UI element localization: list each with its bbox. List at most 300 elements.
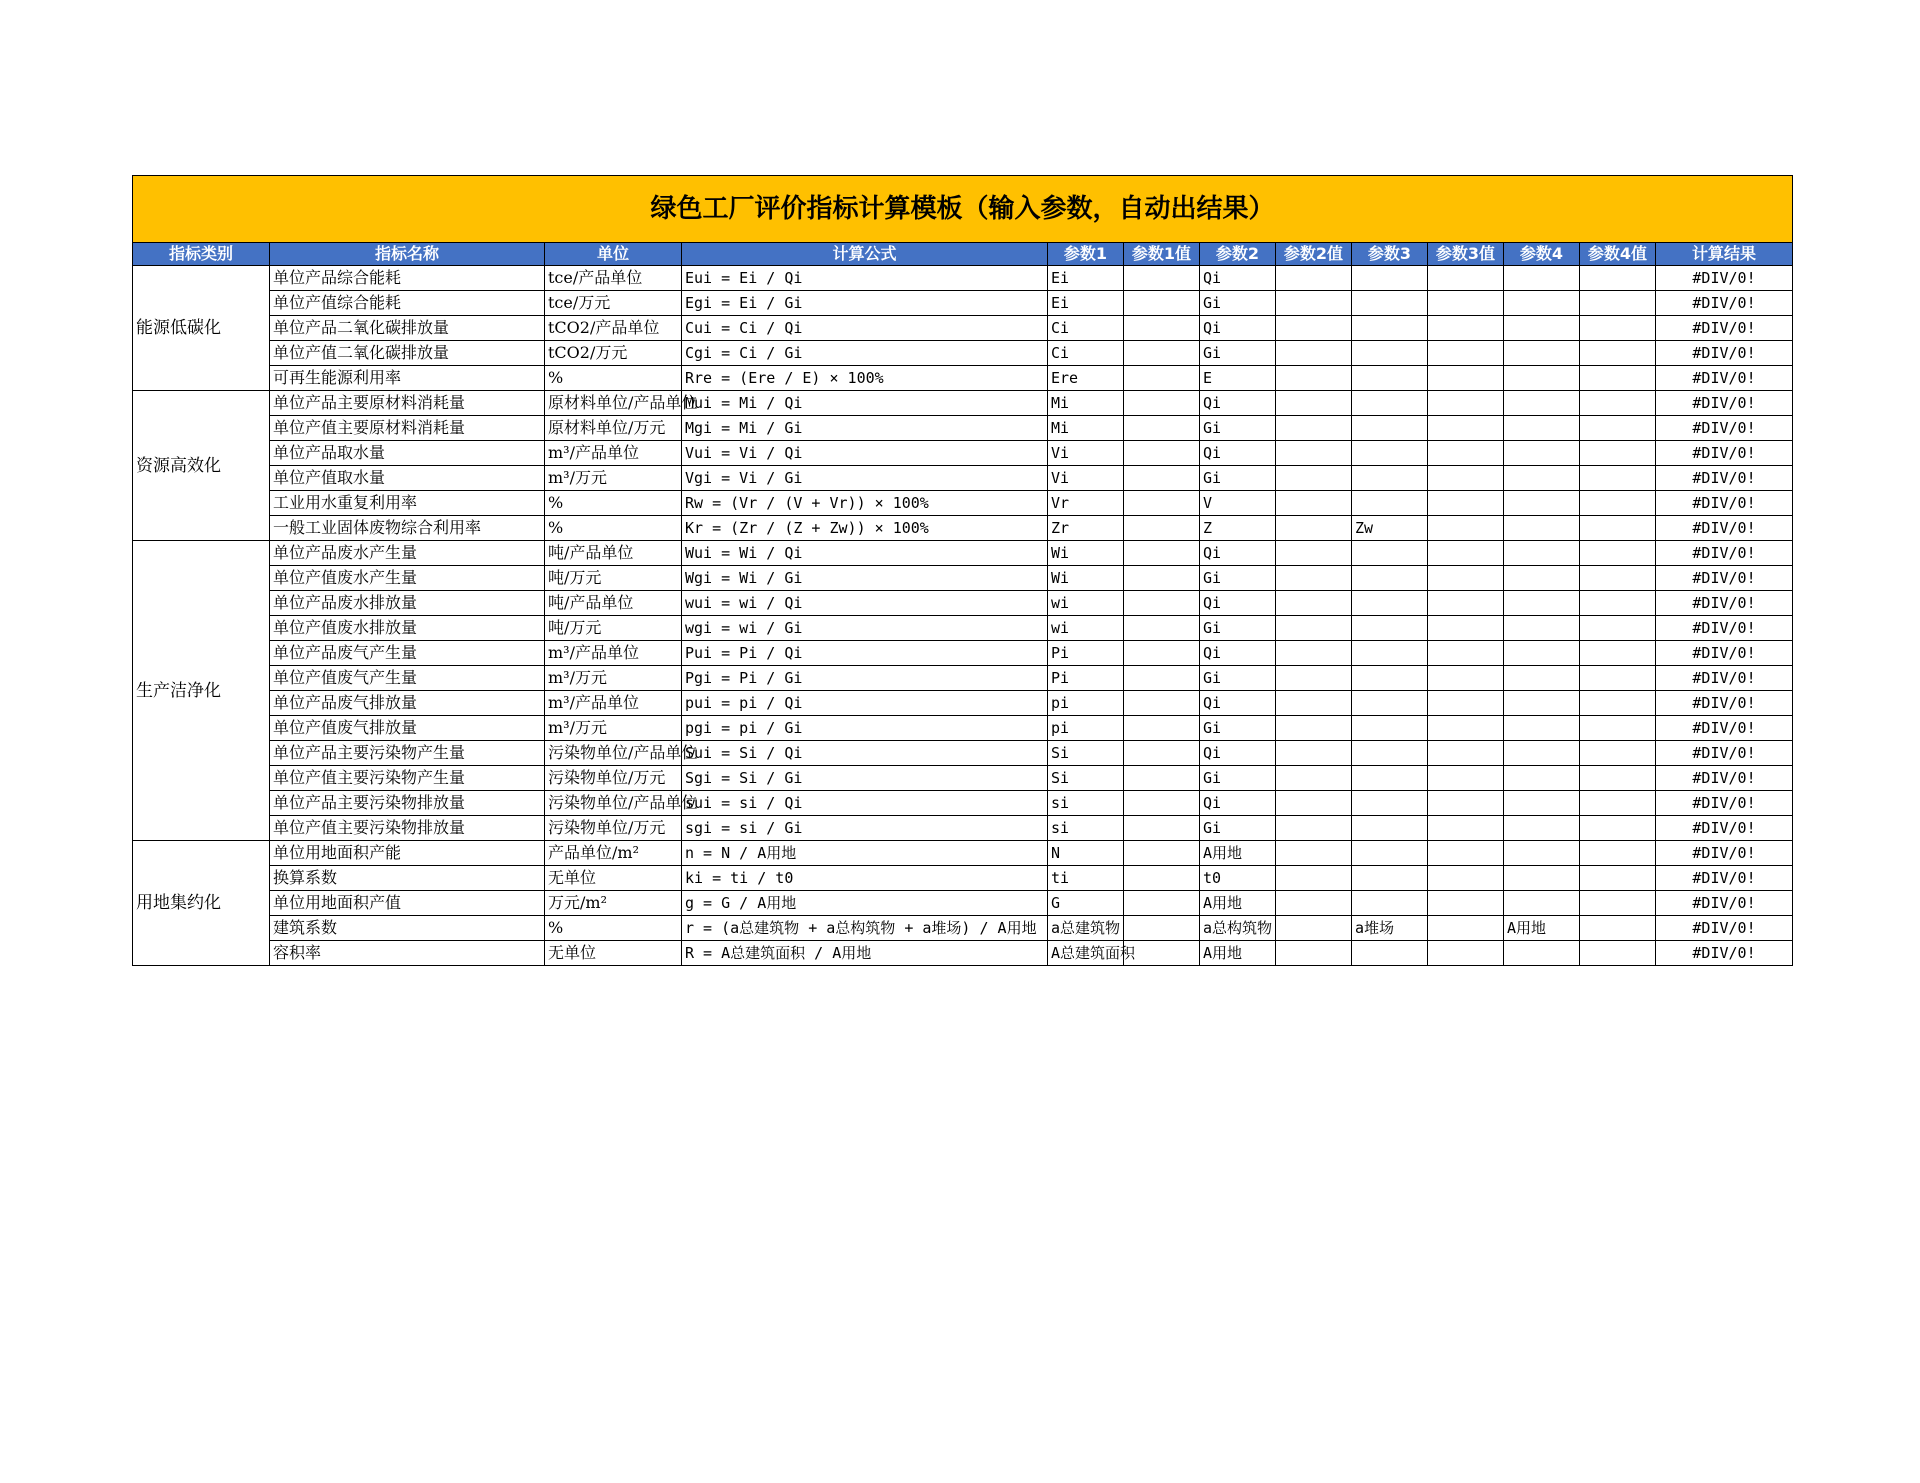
param2-cell[interactable]: Qi bbox=[1200, 541, 1276, 566]
param4-value-cell[interactable] bbox=[1580, 491, 1656, 516]
param2-value-cell[interactable] bbox=[1276, 666, 1352, 691]
formula-cell[interactable]: Kr = (Zr / (Z + Zw)) × 100% bbox=[682, 516, 1048, 541]
param3-cell[interactable] bbox=[1352, 941, 1428, 966]
unit-cell[interactable]: m³/产品单位 bbox=[545, 691, 682, 716]
param2-cell[interactable]: Qi bbox=[1200, 591, 1276, 616]
result-cell[interactable]: #DIV/0! bbox=[1656, 341, 1793, 366]
param4-cell[interactable] bbox=[1504, 791, 1580, 816]
formula-cell[interactable]: g = G / A用地 bbox=[682, 891, 1048, 916]
param2-value-cell[interactable] bbox=[1276, 791, 1352, 816]
param4-cell[interactable] bbox=[1504, 841, 1580, 866]
formula-cell[interactable]: sui = si / Qi bbox=[682, 791, 1048, 816]
result-cell[interactable]: #DIV/0! bbox=[1656, 716, 1793, 741]
param3-value-cell[interactable] bbox=[1428, 841, 1504, 866]
param4-cell[interactable] bbox=[1504, 691, 1580, 716]
param2-cell[interactable]: Gi bbox=[1200, 416, 1276, 441]
param2-value-cell[interactable] bbox=[1276, 691, 1352, 716]
param2-cell[interactable]: A用地 bbox=[1200, 891, 1276, 916]
param4-cell[interactable] bbox=[1504, 816, 1580, 841]
param3-value-cell[interactable] bbox=[1428, 691, 1504, 716]
param2-cell[interactable]: a总构筑物 bbox=[1200, 916, 1276, 941]
header-param4-value[interactable]: 参数4值 bbox=[1580, 243, 1656, 266]
param3-value-cell[interactable] bbox=[1428, 666, 1504, 691]
param1-cell[interactable]: Wi bbox=[1048, 566, 1124, 591]
result-cell[interactable]: #DIV/0! bbox=[1656, 766, 1793, 791]
param3-cell[interactable] bbox=[1352, 391, 1428, 416]
param1-value-cell[interactable] bbox=[1124, 741, 1200, 766]
unit-cell[interactable]: tCO2/万元 bbox=[545, 341, 682, 366]
param2-value-cell[interactable] bbox=[1276, 291, 1352, 316]
param3-value-cell[interactable] bbox=[1428, 616, 1504, 641]
indicator-name-cell[interactable]: 换算系数 bbox=[270, 866, 545, 891]
param2-value-cell[interactable] bbox=[1276, 716, 1352, 741]
param2-cell[interactable]: Qi bbox=[1200, 266, 1276, 291]
param3-cell[interactable] bbox=[1352, 841, 1428, 866]
formula-cell[interactable]: pgi = pi / Gi bbox=[682, 716, 1048, 741]
param1-value-cell[interactable] bbox=[1124, 616, 1200, 641]
param4-cell[interactable] bbox=[1504, 441, 1580, 466]
unit-cell[interactable]: % bbox=[545, 916, 682, 941]
param1-value-cell[interactable] bbox=[1124, 466, 1200, 491]
param4-value-cell[interactable] bbox=[1580, 391, 1656, 416]
result-cell[interactable]: #DIV/0! bbox=[1656, 916, 1793, 941]
param1-value-cell[interactable] bbox=[1124, 791, 1200, 816]
param3-value-cell[interactable] bbox=[1428, 941, 1504, 966]
param1-cell[interactable]: a总建筑物 bbox=[1048, 916, 1124, 941]
indicator-name-cell[interactable]: 单位产值废气排放量 bbox=[270, 716, 545, 741]
param1-cell[interactable]: Vi bbox=[1048, 466, 1124, 491]
param2-cell[interactable]: Qi bbox=[1200, 791, 1276, 816]
header-category[interactable]: 指标类别 bbox=[133, 243, 270, 266]
header-name[interactable]: 指标名称 bbox=[270, 243, 545, 266]
unit-cell[interactable]: 污染物单位/产品单位 bbox=[545, 741, 682, 766]
param3-value-cell[interactable] bbox=[1428, 341, 1504, 366]
indicator-name-cell[interactable]: 单位产值废水排放量 bbox=[270, 616, 545, 641]
header-param4[interactable]: 参数4 bbox=[1504, 243, 1580, 266]
param3-cell[interactable] bbox=[1352, 366, 1428, 391]
param3-cell[interactable] bbox=[1352, 766, 1428, 791]
param3-cell[interactable] bbox=[1352, 441, 1428, 466]
param4-value-cell[interactable] bbox=[1580, 591, 1656, 616]
result-cell[interactable]: #DIV/0! bbox=[1656, 866, 1793, 891]
param2-cell[interactable]: Gi bbox=[1200, 341, 1276, 366]
param1-cell[interactable]: Mi bbox=[1048, 391, 1124, 416]
param2-value-cell[interactable] bbox=[1276, 866, 1352, 891]
header-result[interactable]: 计算结果 bbox=[1656, 243, 1793, 266]
param2-value-cell[interactable] bbox=[1276, 841, 1352, 866]
param4-value-cell[interactable] bbox=[1580, 366, 1656, 391]
param3-value-cell[interactable] bbox=[1428, 716, 1504, 741]
param3-value-cell[interactable] bbox=[1428, 516, 1504, 541]
unit-cell[interactable]: 吨/万元 bbox=[545, 616, 682, 641]
indicator-name-cell[interactable]: 单位用地面积产值 bbox=[270, 891, 545, 916]
indicator-name-cell[interactable]: 单位产品废气产生量 bbox=[270, 641, 545, 666]
formula-cell[interactable]: wgi = wi / Gi bbox=[682, 616, 1048, 641]
param1-value-cell[interactable] bbox=[1124, 566, 1200, 591]
param1-value-cell[interactable] bbox=[1124, 641, 1200, 666]
param4-value-cell[interactable] bbox=[1580, 691, 1656, 716]
param2-value-cell[interactable] bbox=[1276, 466, 1352, 491]
param4-cell[interactable] bbox=[1504, 566, 1580, 591]
param4-cell[interactable] bbox=[1504, 741, 1580, 766]
unit-cell[interactable]: 污染物单位/产品单位 bbox=[545, 791, 682, 816]
param2-value-cell[interactable] bbox=[1276, 341, 1352, 366]
unit-cell[interactable]: 无单位 bbox=[545, 941, 682, 966]
param3-value-cell[interactable] bbox=[1428, 541, 1504, 566]
formula-cell[interactable]: Sui = Si / Qi bbox=[682, 741, 1048, 766]
param4-cell[interactable] bbox=[1504, 891, 1580, 916]
param4-value-cell[interactable] bbox=[1580, 866, 1656, 891]
param1-cell[interactable]: Ere bbox=[1048, 366, 1124, 391]
unit-cell[interactable]: % bbox=[545, 366, 682, 391]
formula-cell[interactable]: Mgi = Mi / Gi bbox=[682, 416, 1048, 441]
param2-cell[interactable]: Z bbox=[1200, 516, 1276, 541]
indicator-name-cell[interactable]: 单位产值综合能耗 bbox=[270, 291, 545, 316]
unit-cell[interactable]: 原材料单位/万元 bbox=[545, 416, 682, 441]
header-param1-value[interactable]: 参数1值 bbox=[1124, 243, 1200, 266]
param4-value-cell[interactable] bbox=[1580, 541, 1656, 566]
category-cell[interactable]: 能源低碳化 bbox=[133, 266, 270, 391]
param4-cell[interactable] bbox=[1504, 766, 1580, 791]
param3-cell[interactable] bbox=[1352, 791, 1428, 816]
param3-value-cell[interactable] bbox=[1428, 441, 1504, 466]
param3-cell[interactable] bbox=[1352, 716, 1428, 741]
param3-value-cell[interactable] bbox=[1428, 916, 1504, 941]
param1-value-cell[interactable] bbox=[1124, 266, 1200, 291]
indicator-name-cell[interactable]: 单位产值主要原材料消耗量 bbox=[270, 416, 545, 441]
formula-cell[interactable]: Pui = Pi / Qi bbox=[682, 641, 1048, 666]
param2-value-cell[interactable] bbox=[1276, 816, 1352, 841]
param4-cell[interactable] bbox=[1504, 641, 1580, 666]
indicator-name-cell[interactable]: 单位产值废气产生量 bbox=[270, 666, 545, 691]
param3-value-cell[interactable] bbox=[1428, 416, 1504, 441]
formula-cell[interactable]: Wui = Wi / Qi bbox=[682, 541, 1048, 566]
unit-cell[interactable]: tce/万元 bbox=[545, 291, 682, 316]
unit-cell[interactable]: 无单位 bbox=[545, 866, 682, 891]
param1-value-cell[interactable] bbox=[1124, 666, 1200, 691]
param2-cell[interactable]: Qi bbox=[1200, 691, 1276, 716]
param1-cell[interactable]: Mi bbox=[1048, 416, 1124, 441]
param4-value-cell[interactable] bbox=[1580, 516, 1656, 541]
formula-cell[interactable]: Eui = Ei / Qi bbox=[682, 266, 1048, 291]
param2-cell[interactable]: E bbox=[1200, 366, 1276, 391]
formula-cell[interactable]: wui = wi / Qi bbox=[682, 591, 1048, 616]
param1-cell[interactable]: A总建筑面积 bbox=[1048, 941, 1124, 966]
unit-cell[interactable]: 万元/m² bbox=[545, 891, 682, 916]
unit-cell[interactable]: 污染物单位/万元 bbox=[545, 816, 682, 841]
indicator-name-cell[interactable]: 单位产品废水产生量 bbox=[270, 541, 545, 566]
result-cell[interactable]: #DIV/0! bbox=[1656, 366, 1793, 391]
param1-value-cell[interactable] bbox=[1124, 541, 1200, 566]
param3-cell[interactable] bbox=[1352, 616, 1428, 641]
param3-cell[interactable]: Zw bbox=[1352, 516, 1428, 541]
param3-value-cell[interactable] bbox=[1428, 741, 1504, 766]
param1-cell[interactable]: si bbox=[1048, 816, 1124, 841]
param2-cell[interactable]: A用地 bbox=[1200, 841, 1276, 866]
result-cell[interactable]: #DIV/0! bbox=[1656, 316, 1793, 341]
param3-value-cell[interactable] bbox=[1428, 566, 1504, 591]
param2-value-cell[interactable] bbox=[1276, 741, 1352, 766]
indicator-name-cell[interactable]: 单位产值废水产生量 bbox=[270, 566, 545, 591]
indicator-name-cell[interactable]: 可再生能源利用率 bbox=[270, 366, 545, 391]
param4-cell[interactable] bbox=[1504, 266, 1580, 291]
param4-value-cell[interactable] bbox=[1580, 316, 1656, 341]
param3-cell[interactable] bbox=[1352, 416, 1428, 441]
param3-cell[interactable] bbox=[1352, 541, 1428, 566]
param1-cell[interactable]: Pi bbox=[1048, 641, 1124, 666]
param2-cell[interactable]: Gi bbox=[1200, 666, 1276, 691]
param1-value-cell[interactable] bbox=[1124, 891, 1200, 916]
result-cell[interactable]: #DIV/0! bbox=[1656, 841, 1793, 866]
formula-cell[interactable]: Vgi = Vi / Gi bbox=[682, 466, 1048, 491]
param2-cell[interactable]: Qi bbox=[1200, 741, 1276, 766]
param2-value-cell[interactable] bbox=[1276, 441, 1352, 466]
result-cell[interactable]: #DIV/0! bbox=[1656, 391, 1793, 416]
formula-cell[interactable]: pui = pi / Qi bbox=[682, 691, 1048, 716]
param1-value-cell[interactable] bbox=[1124, 766, 1200, 791]
param2-cell[interactable]: Gi bbox=[1200, 291, 1276, 316]
indicator-name-cell[interactable]: 单位产品主要原材料消耗量 bbox=[270, 391, 545, 416]
param2-value-cell[interactable] bbox=[1276, 416, 1352, 441]
result-cell[interactable]: #DIV/0! bbox=[1656, 666, 1793, 691]
param4-value-cell[interactable] bbox=[1580, 641, 1656, 666]
formula-cell[interactable]: Cui = Ci / Qi bbox=[682, 316, 1048, 341]
param1-cell[interactable]: wi bbox=[1048, 616, 1124, 641]
param1-value-cell[interactable] bbox=[1124, 491, 1200, 516]
param4-value-cell[interactable] bbox=[1580, 291, 1656, 316]
category-cell[interactable]: 生产洁净化 bbox=[133, 541, 270, 841]
unit-cell[interactable]: 污染物单位/万元 bbox=[545, 766, 682, 791]
indicator-name-cell[interactable]: 单位产值主要污染物产生量 bbox=[270, 766, 545, 791]
indicator-name-cell[interactable]: 单位产值取水量 bbox=[270, 466, 545, 491]
header-param2-value[interactable]: 参数2值 bbox=[1276, 243, 1352, 266]
indicator-name-cell[interactable]: 工业用水重复利用率 bbox=[270, 491, 545, 516]
param2-cell[interactable]: Qi bbox=[1200, 641, 1276, 666]
param2-value-cell[interactable] bbox=[1276, 566, 1352, 591]
param4-value-cell[interactable] bbox=[1580, 266, 1656, 291]
indicator-name-cell[interactable]: 单位产品取水量 bbox=[270, 441, 545, 466]
indicator-name-cell[interactable]: 单位产值主要污染物排放量 bbox=[270, 816, 545, 841]
category-cell[interactable]: 用地集约化 bbox=[133, 841, 270, 966]
param1-value-cell[interactable] bbox=[1124, 316, 1200, 341]
param3-cell[interactable] bbox=[1352, 341, 1428, 366]
param4-cell[interactable] bbox=[1504, 366, 1580, 391]
param3-cell[interactable] bbox=[1352, 491, 1428, 516]
param4-value-cell[interactable] bbox=[1580, 716, 1656, 741]
param1-cell[interactable]: Pi bbox=[1048, 666, 1124, 691]
param3-cell[interactable] bbox=[1352, 816, 1428, 841]
param4-cell[interactable] bbox=[1504, 416, 1580, 441]
indicator-name-cell[interactable]: 单位产品废气排放量 bbox=[270, 691, 545, 716]
result-cell[interactable]: #DIV/0! bbox=[1656, 291, 1793, 316]
param2-cell[interactable]: A用地 bbox=[1200, 941, 1276, 966]
param1-cell[interactable]: G bbox=[1048, 891, 1124, 916]
param1-value-cell[interactable] bbox=[1124, 816, 1200, 841]
param1-cell[interactable]: Ei bbox=[1048, 291, 1124, 316]
param1-value-cell[interactable] bbox=[1124, 716, 1200, 741]
param1-cell[interactable]: pi bbox=[1048, 716, 1124, 741]
param4-value-cell[interactable] bbox=[1580, 466, 1656, 491]
header-param3-value[interactable]: 参数3值 bbox=[1428, 243, 1504, 266]
param3-value-cell[interactable] bbox=[1428, 791, 1504, 816]
param3-value-cell[interactable] bbox=[1428, 641, 1504, 666]
param2-value-cell[interactable] bbox=[1276, 516, 1352, 541]
param4-value-cell[interactable] bbox=[1580, 791, 1656, 816]
param1-value-cell[interactable] bbox=[1124, 291, 1200, 316]
result-cell[interactable]: #DIV/0! bbox=[1656, 791, 1793, 816]
param4-cell[interactable] bbox=[1504, 491, 1580, 516]
param3-cell[interactable] bbox=[1352, 891, 1428, 916]
header-param1[interactable]: 参数1 bbox=[1048, 243, 1124, 266]
formula-cell[interactable]: n = N / A用地 bbox=[682, 841, 1048, 866]
param3-cell[interactable] bbox=[1352, 566, 1428, 591]
result-cell[interactable]: #DIV/0! bbox=[1656, 941, 1793, 966]
param3-value-cell[interactable] bbox=[1428, 816, 1504, 841]
result-cell[interactable]: #DIV/0! bbox=[1656, 441, 1793, 466]
param4-value-cell[interactable] bbox=[1580, 441, 1656, 466]
param1-cell[interactable]: Ei bbox=[1048, 266, 1124, 291]
unit-cell[interactable]: m³/产品单位 bbox=[545, 641, 682, 666]
param3-cell[interactable] bbox=[1352, 291, 1428, 316]
param3-cell[interactable] bbox=[1352, 866, 1428, 891]
param2-value-cell[interactable] bbox=[1276, 941, 1352, 966]
param3-value-cell[interactable] bbox=[1428, 891, 1504, 916]
param1-cell[interactable]: Wi bbox=[1048, 541, 1124, 566]
param1-cell[interactable]: Si bbox=[1048, 766, 1124, 791]
param3-value-cell[interactable] bbox=[1428, 591, 1504, 616]
result-cell[interactable]: #DIV/0! bbox=[1656, 266, 1793, 291]
param2-value-cell[interactable] bbox=[1276, 391, 1352, 416]
param3-value-cell[interactable] bbox=[1428, 266, 1504, 291]
param2-cell[interactable]: Gi bbox=[1200, 716, 1276, 741]
param4-value-cell[interactable] bbox=[1580, 341, 1656, 366]
param4-value-cell[interactable] bbox=[1580, 816, 1656, 841]
param4-cell[interactable] bbox=[1504, 291, 1580, 316]
param4-cell[interactable] bbox=[1504, 666, 1580, 691]
param1-value-cell[interactable] bbox=[1124, 341, 1200, 366]
category-cell[interactable]: 资源高效化 bbox=[133, 391, 270, 541]
param4-value-cell[interactable] bbox=[1580, 766, 1656, 791]
unit-cell[interactable]: m³/万元 bbox=[545, 466, 682, 491]
param2-cell[interactable]: Qi bbox=[1200, 316, 1276, 341]
formula-cell[interactable]: ki = ti / t0 bbox=[682, 866, 1048, 891]
param2-value-cell[interactable] bbox=[1276, 366, 1352, 391]
formula-cell[interactable]: Mui = Mi / Qi bbox=[682, 391, 1048, 416]
unit-cell[interactable]: tce/产品单位 bbox=[545, 266, 682, 291]
param2-cell[interactable]: Gi bbox=[1200, 566, 1276, 591]
param2-value-cell[interactable] bbox=[1276, 541, 1352, 566]
param1-cell[interactable]: N bbox=[1048, 841, 1124, 866]
param4-value-cell[interactable] bbox=[1580, 916, 1656, 941]
result-cell[interactable]: #DIV/0! bbox=[1656, 641, 1793, 666]
param3-cell[interactable] bbox=[1352, 266, 1428, 291]
param2-cell[interactable]: Gi bbox=[1200, 616, 1276, 641]
param3-value-cell[interactable] bbox=[1428, 491, 1504, 516]
param4-cell[interactable] bbox=[1504, 516, 1580, 541]
result-cell[interactable]: #DIV/0! bbox=[1656, 591, 1793, 616]
param3-cell[interactable] bbox=[1352, 591, 1428, 616]
param4-value-cell[interactable] bbox=[1580, 566, 1656, 591]
formula-cell[interactable]: Vui = Vi / Qi bbox=[682, 441, 1048, 466]
unit-cell[interactable]: tCO2/产品单位 bbox=[545, 316, 682, 341]
result-cell[interactable]: #DIV/0! bbox=[1656, 541, 1793, 566]
param1-value-cell[interactable] bbox=[1124, 916, 1200, 941]
formula-cell[interactable]: sgi = si / Gi bbox=[682, 816, 1048, 841]
header-unit[interactable]: 单位 bbox=[545, 243, 682, 266]
unit-cell[interactable]: 原材料单位/产品单位 bbox=[545, 391, 682, 416]
param4-cell[interactable] bbox=[1504, 716, 1580, 741]
unit-cell[interactable]: 吨/产品单位 bbox=[545, 541, 682, 566]
unit-cell[interactable]: % bbox=[545, 516, 682, 541]
param2-cell[interactable]: Qi bbox=[1200, 441, 1276, 466]
param4-cell[interactable] bbox=[1504, 316, 1580, 341]
indicator-name-cell[interactable]: 单位用地面积产能 bbox=[270, 841, 545, 866]
param1-value-cell[interactable] bbox=[1124, 441, 1200, 466]
result-cell[interactable]: #DIV/0! bbox=[1656, 691, 1793, 716]
param2-value-cell[interactable] bbox=[1276, 616, 1352, 641]
param4-value-cell[interactable] bbox=[1580, 841, 1656, 866]
header-formula[interactable]: 计算公式 bbox=[682, 243, 1048, 266]
param1-value-cell[interactable] bbox=[1124, 516, 1200, 541]
indicator-name-cell[interactable]: 单位产品废水排放量 bbox=[270, 591, 545, 616]
param2-value-cell[interactable] bbox=[1276, 316, 1352, 341]
param3-cell[interactable] bbox=[1352, 691, 1428, 716]
formula-cell[interactable]: Sgi = Si / Gi bbox=[682, 766, 1048, 791]
param4-value-cell[interactable] bbox=[1580, 616, 1656, 641]
unit-cell[interactable]: m³/产品单位 bbox=[545, 441, 682, 466]
result-cell[interactable]: #DIV/0! bbox=[1656, 741, 1793, 766]
indicator-name-cell[interactable]: 建筑系数 bbox=[270, 916, 545, 941]
unit-cell[interactable]: 吨/万元 bbox=[545, 566, 682, 591]
formula-cell[interactable]: Rw = (Vr / (V + Vr)) × 100% bbox=[682, 491, 1048, 516]
formula-cell[interactable]: Egi = Ei / Gi bbox=[682, 291, 1048, 316]
result-cell[interactable]: #DIV/0! bbox=[1656, 566, 1793, 591]
result-cell[interactable]: #DIV/0! bbox=[1656, 416, 1793, 441]
result-cell[interactable]: #DIV/0! bbox=[1656, 466, 1793, 491]
result-cell[interactable]: #DIV/0! bbox=[1656, 616, 1793, 641]
unit-cell[interactable]: % bbox=[545, 491, 682, 516]
formula-cell[interactable]: R = A总建筑面积 / A用地 bbox=[682, 941, 1048, 966]
param2-value-cell[interactable] bbox=[1276, 491, 1352, 516]
formula-cell[interactable]: Wgi = Wi / Gi bbox=[682, 566, 1048, 591]
unit-cell[interactable]: 产品单位/m² bbox=[545, 841, 682, 866]
formula-cell[interactable]: Pgi = Pi / Gi bbox=[682, 666, 1048, 691]
param3-cell[interactable] bbox=[1352, 316, 1428, 341]
indicator-name-cell[interactable]: 一般工业固体废物综合利用率 bbox=[270, 516, 545, 541]
param1-cell[interactable]: Ci bbox=[1048, 316, 1124, 341]
param1-value-cell[interactable] bbox=[1124, 366, 1200, 391]
param4-value-cell[interactable] bbox=[1580, 741, 1656, 766]
param1-cell[interactable]: Zr bbox=[1048, 516, 1124, 541]
indicator-name-cell[interactable]: 单位产品主要污染物产生量 bbox=[270, 741, 545, 766]
param2-value-cell[interactable] bbox=[1276, 266, 1352, 291]
param4-value-cell[interactable] bbox=[1580, 891, 1656, 916]
formula-cell[interactable]: Cgi = Ci / Gi bbox=[682, 341, 1048, 366]
param2-value-cell[interactable] bbox=[1276, 916, 1352, 941]
result-cell[interactable]: #DIV/0! bbox=[1656, 816, 1793, 841]
param3-value-cell[interactable] bbox=[1428, 316, 1504, 341]
param4-cell[interactable] bbox=[1504, 466, 1580, 491]
param1-value-cell[interactable] bbox=[1124, 416, 1200, 441]
param3-value-cell[interactable] bbox=[1428, 466, 1504, 491]
formula-cell[interactable]: r = (a总建筑物 + a总构筑物 + a堆场) / A用地 bbox=[682, 916, 1048, 941]
param3-cell[interactable]: a堆场 bbox=[1352, 916, 1428, 941]
param2-cell[interactable]: t0 bbox=[1200, 866, 1276, 891]
unit-cell[interactable]: 吨/产品单位 bbox=[545, 591, 682, 616]
param1-value-cell[interactable] bbox=[1124, 591, 1200, 616]
param1-cell[interactable]: wi bbox=[1048, 591, 1124, 616]
result-cell[interactable]: #DIV/0! bbox=[1656, 891, 1793, 916]
